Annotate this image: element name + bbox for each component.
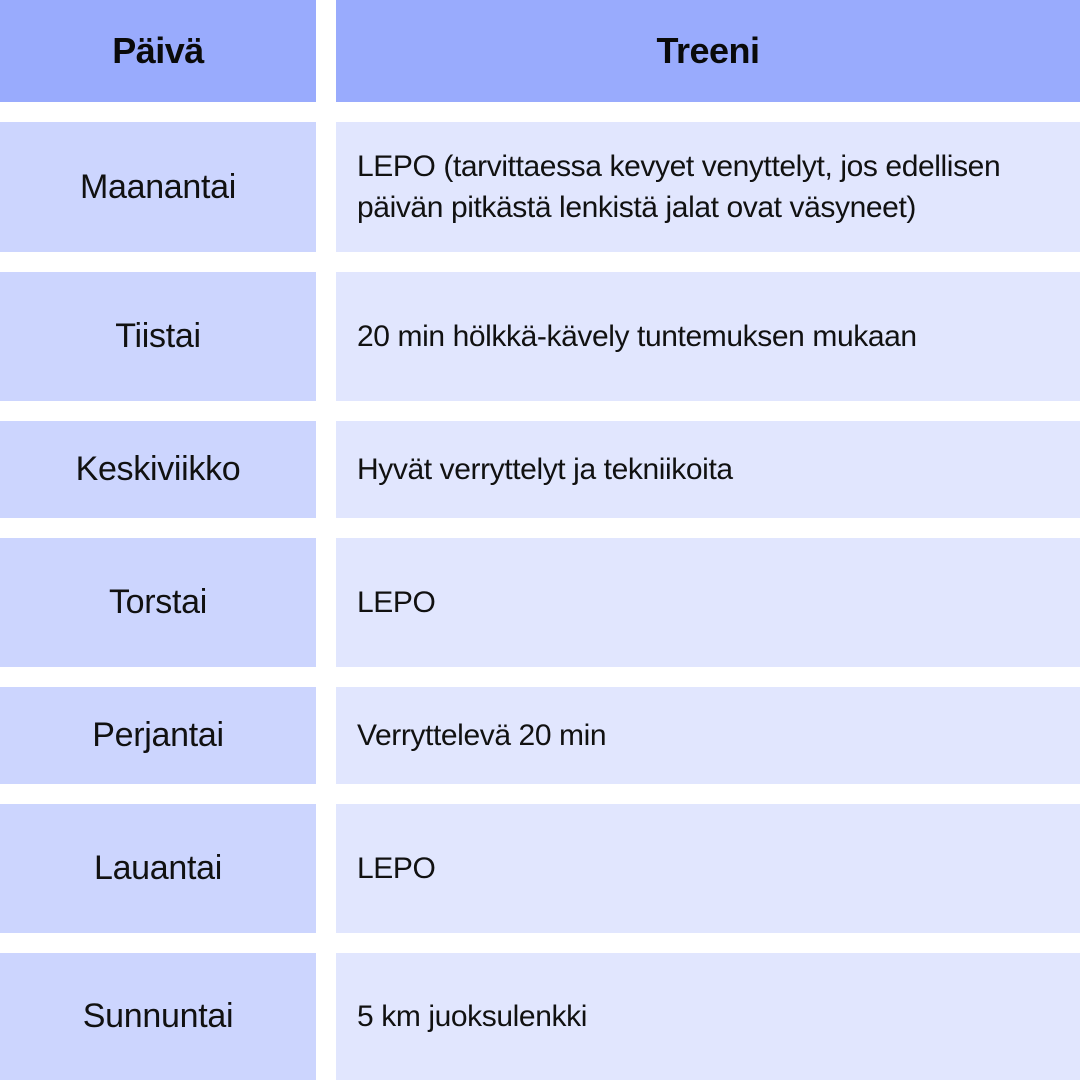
table-row bbox=[0, 953, 1080, 1080]
day-cell: Perjantai bbox=[0, 687, 316, 784]
day-cell: Tiistai bbox=[0, 272, 316, 401]
workout-cell: 20 min hölkkä-kävely tuntemuksen mukaan bbox=[336, 272, 1080, 401]
workout-cell: LEPO (tarvittaessa kevyet venyttelyt, jos edellisen päivän pitkästä lenkistä jalat ovat väsyneet) bbox=[336, 122, 1080, 252]
workout-cell: Verryttelevä 20 min bbox=[336, 687, 1080, 784]
table-row bbox=[0, 421, 1080, 518]
workout-cell: LEPO bbox=[336, 538, 1080, 667]
day-cell: Keskiviikko bbox=[0, 421, 316, 518]
workout-cell: 5 km juoksulenkki bbox=[336, 953, 1080, 1080]
workout-cell: Hyvät verryttelyt ja tekniikoita bbox=[336, 421, 1080, 518]
table-header-row bbox=[0, 0, 1080, 102]
day-cell: Lauantai bbox=[0, 804, 316, 933]
workout-cell: LEPO bbox=[336, 804, 1080, 933]
table-row bbox=[0, 687, 1080, 784]
day-cell: Torstai bbox=[0, 538, 316, 667]
table-row bbox=[0, 538, 1080, 667]
day-cell: Maanantai bbox=[0, 122, 316, 252]
day-cell: Sunnuntai bbox=[0, 953, 316, 1080]
header-workout: Treeni bbox=[336, 0, 1080, 102]
header-day: Päivä bbox=[0, 0, 316, 102]
table-row bbox=[0, 122, 1080, 252]
table-row bbox=[0, 272, 1080, 401]
table-row bbox=[0, 804, 1080, 933]
